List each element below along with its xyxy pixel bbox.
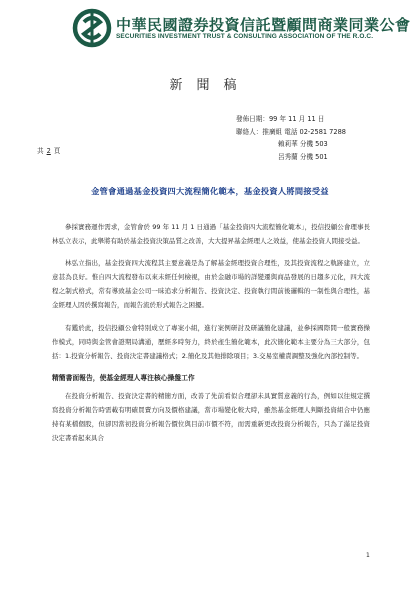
org-name-chinese: 中華民國證券投資信託暨顧問商業同業公會 bbox=[116, 16, 411, 34]
letterhead bbox=[72, 8, 412, 48]
contact-line: 賴莉華 分機 503 bbox=[278, 140, 328, 148]
article-body bbox=[52, 220, 370, 453]
contact-line: 聯絡人：推廣組 電話 02-2581 7288 bbox=[236, 127, 346, 136]
contact-line: 呂秀蘭 分機 501 bbox=[278, 152, 328, 161]
paragraph: 在投資分析報告、投資決定書的精簡方面，改善了先前看似合理卻未具實質意義的行為，例如以往規定撰寫投資分析報告時需載有明確買賣方向及價格建議，當市場變化較大時，雖然基金經理人判斷投資組合中仍應持有某檔個股，但卻因當初投資分析報告價位與目前市價不符，而需重新更改投資分析報告，只為了滿足投資決定書看起來具合 bbox=[52, 391, 370, 443]
release-date: 發佈日期：99 年 11 月 11 日 bbox=[236, 115, 325, 123]
headline: 金管會通過基金投資四大流程簡化範本，基金投資人將間接受益 bbox=[91, 186, 329, 196]
page-count-prefix: 共 bbox=[37, 147, 44, 155]
paragraph: 參採實務運作需求，金管會於 99 年 11 月 1 日通過「基金投資四大流程簡化範本」，投信投顧公會理事長林弘立表示，此舉將有助於基金投資決策品質之改善，大大提昇基金經理人之效益，使基金投資人間接受益。 bbox=[52, 223, 370, 246]
paragraph: 有鑑於此，投信投顧公會特別成立了專案小組，進行案例研討及研議簡化建議，並參採國際間一般實務操作模式，同時與金管會證期局溝通，歷經多時努力，終於產生簡化範本，此次簡化範本主要分為三大部分，包括：1.投資分析報告、投資決定書建議格式；2.簡化及其他排除項目；3.交易室權責調整及強化內部控制等。 bbox=[52, 323, 370, 360]
paragraph: 林弘立指出，基金投資四大流程其主要意義是為了解基金經理投資合理性，及其投資流程之軌跡建立，立意甚為良好。惟自四大流程發布以來未經任何檢視，由於金融市場的詳變遷與商品發展的日趨多元化，四大流程之制式格式，常有導致基金公司一昧追求分析報告、投資決定、投資執行間前後邏輯的一制性與合理性，基金經理人因於撰寫報告，而報告流於形式報告之困擾。 bbox=[52, 259, 370, 310]
org-name-english: SECURITIES INVESTMENT TRUST & CONSULTING ASSOCIATION OF THE R.O.C. bbox=[116, 33, 374, 40]
page-number: 1 bbox=[366, 552, 370, 559]
page-count bbox=[37, 145, 60, 155]
association-logo-icon bbox=[72, 8, 112, 48]
section-subhead: 精簡書面報告，使基金經理人專注核心操盤工作 bbox=[52, 373, 195, 382]
page-count-number: 2 bbox=[46, 147, 51, 155]
release-meta bbox=[236, 113, 346, 163]
document-title: 新聞稿 bbox=[169, 78, 251, 93]
page-count-suffix: 頁 bbox=[53, 147, 61, 155]
